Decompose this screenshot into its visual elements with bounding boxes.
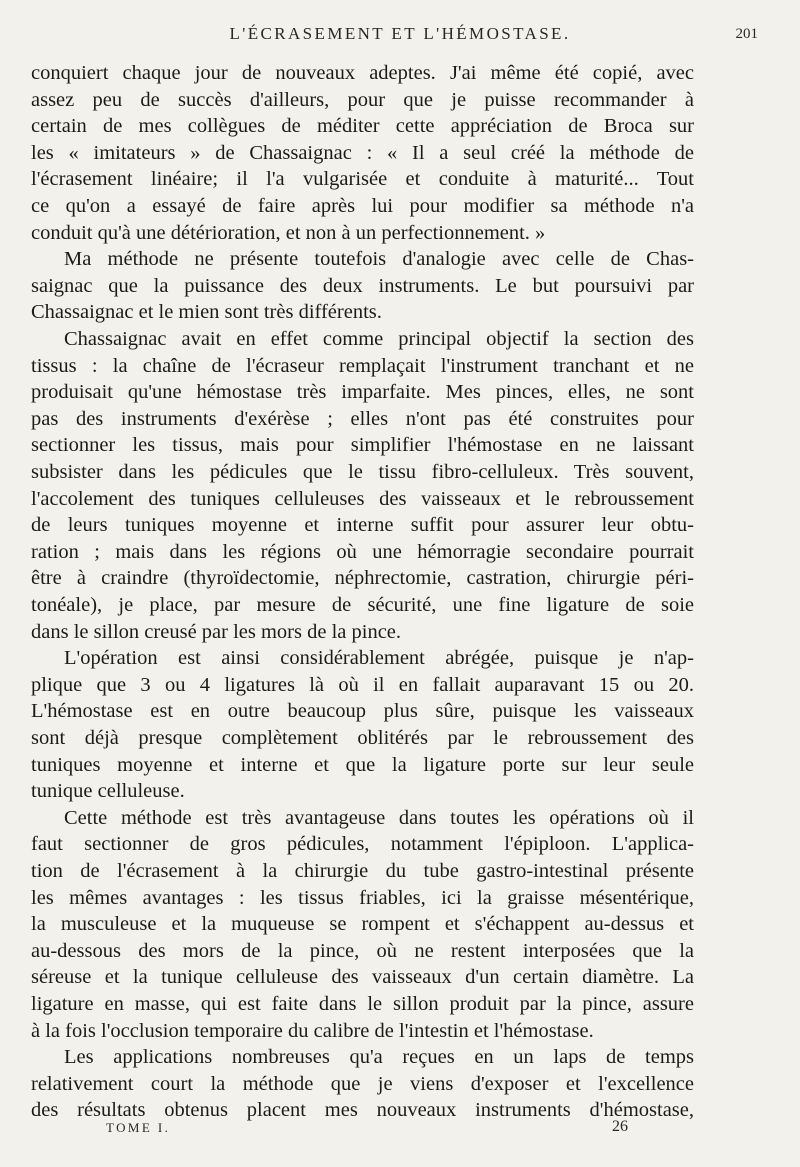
text-line: ration ; mais dans les régions où une hémorragie secondaire pourrait xyxy=(31,540,694,563)
text-line: conquiert chaque jour de nouveaux adeptes. J'ai même été copié, avec xyxy=(31,62,694,84)
text-line: conduit qu'à une détérioration, et non à un perfectionnement. » xyxy=(31,221,546,244)
text-line: tunique celluleuse. xyxy=(31,780,185,803)
text-line: de leurs tuniques moyenne et interne suffit pour assurer leur obtu- xyxy=(31,514,694,537)
paragraph-first-line: Cette méthode est très avantageuse dans toutes les opérations où il xyxy=(64,806,694,829)
page-footer xyxy=(0,1120,800,1150)
text-line: relativement court la méthode que je viens d'exposer et l'excellence xyxy=(31,1072,694,1095)
text-line: séreuse et la tunique celluleuse des vaisseaux d'un certain diamètre. La xyxy=(31,966,694,989)
text-line: au-dessous des mors de la pince, où ne restent interposées que la xyxy=(31,939,694,962)
running-head-title: L'ÉCRASEMENT ET L'HÉMOSTASE. xyxy=(229,24,571,43)
text-line: la musculeuse et la muqueuse se rompent et s'échappent au-dessus et xyxy=(31,913,694,936)
paragraph-first-line: Ma méthode ne présente toutefois d'analogie avec celle de Chas- xyxy=(64,248,694,271)
text-line: pas des instruments d'exérèse ; elles n'ont pas été construites pour xyxy=(31,407,694,430)
paragraph-first-line: Les applications nombreuses qu'a reçues en un laps de temps xyxy=(64,1046,694,1069)
text-line: L'hémostase est en outre beaucoup plus sûre, puisque les vaisseaux xyxy=(31,700,694,723)
text-line: sectionner les tissus, mais pour simplifier l'hémostase en ne laissant xyxy=(31,434,694,457)
text-line: sont déjà presque complètement oblitérés par le rebroussement des xyxy=(31,727,694,749)
running-head xyxy=(30,24,770,52)
text-line: des résultats obtenus placent mes nouveaux instruments d'hémostase, xyxy=(31,1099,694,1122)
text-line: tissus : la chaîne de l'écraseur remplaçait l'instrument tranchant et ne xyxy=(31,354,694,377)
text-line: être à craindre (thyroïdectomie, néphrectomie, castration, chirurgie péri- xyxy=(31,567,694,590)
text-line: les « imitateurs » de Chassaignac : « Il a seul créé la méthode de xyxy=(31,141,694,164)
text-line: faut sectionner de gros pédicules, notamment l'épiploon. L'applica- xyxy=(31,833,694,856)
text-line: subsister dans les pédicules que le tissu fibro-celluleux. Très souvent, xyxy=(31,461,694,483)
text-line: Chassaignac et le mien sont très différents. xyxy=(31,301,382,324)
text-line: tuniques moyenne et interne et que la ligature porte sur leur seule xyxy=(31,753,694,776)
text-line: certain de mes collègues de méditer cette appréciation de Broca sur xyxy=(31,115,694,138)
text-line: dans le sillon creusé par les mors de la pince. xyxy=(31,620,402,643)
text-line: ligature en masse, qui est faite dans le sillon produit par la pince, assure xyxy=(31,993,694,1015)
text-line: tion de l'écrasement à la chirurgie du tube gastro-intestinal présente xyxy=(31,860,694,882)
sheet-number: 26 xyxy=(612,1118,628,1135)
paragraph-first-line: Chassaignac avait en effet comme principal objectif la section des xyxy=(64,328,694,350)
text-line: plique que 3 ou 4 ligatures là où il en fallait auparavant 15 ou 20. xyxy=(31,673,694,696)
text-line: assez peu de succès d'ailleurs, pour que je puisse recommander à xyxy=(31,88,694,111)
text-line: ce qu'on a essayé de faire après lui pour modifier sa méthode n'a xyxy=(31,195,694,217)
page-number: 201 xyxy=(735,26,758,42)
text-line: produisait qu'une hémostase très imparfaite. Mes pinces, elles, ne sont xyxy=(31,381,694,404)
text-line: les mêmes avantages : les tissus friables, ici la graisse mésentérique, xyxy=(31,886,694,909)
text-line: à la fois l'occlusion temporaire du calibre de l'intestin et l'hémostase. xyxy=(31,1019,594,1042)
text-line: tonéale), je place, par mesure de sécurité, une fine ligature de soie xyxy=(31,594,694,616)
paragraph-first-line: L'opération est ainsi considérablement abrégée, puisque je n'ap- xyxy=(64,647,694,670)
volume-signature: TOME I. xyxy=(106,1120,171,1135)
text-line: l'accolement des tuniques celluleuses des vaisseaux et le rebroussement xyxy=(31,487,694,510)
text-line: saignac que la puissance des deux instruments. Le but poursuivi par xyxy=(31,274,694,297)
text-line: l'écrasement linéaire; il l'a vulgarisée et conduite à maturité... Tout xyxy=(31,168,694,191)
